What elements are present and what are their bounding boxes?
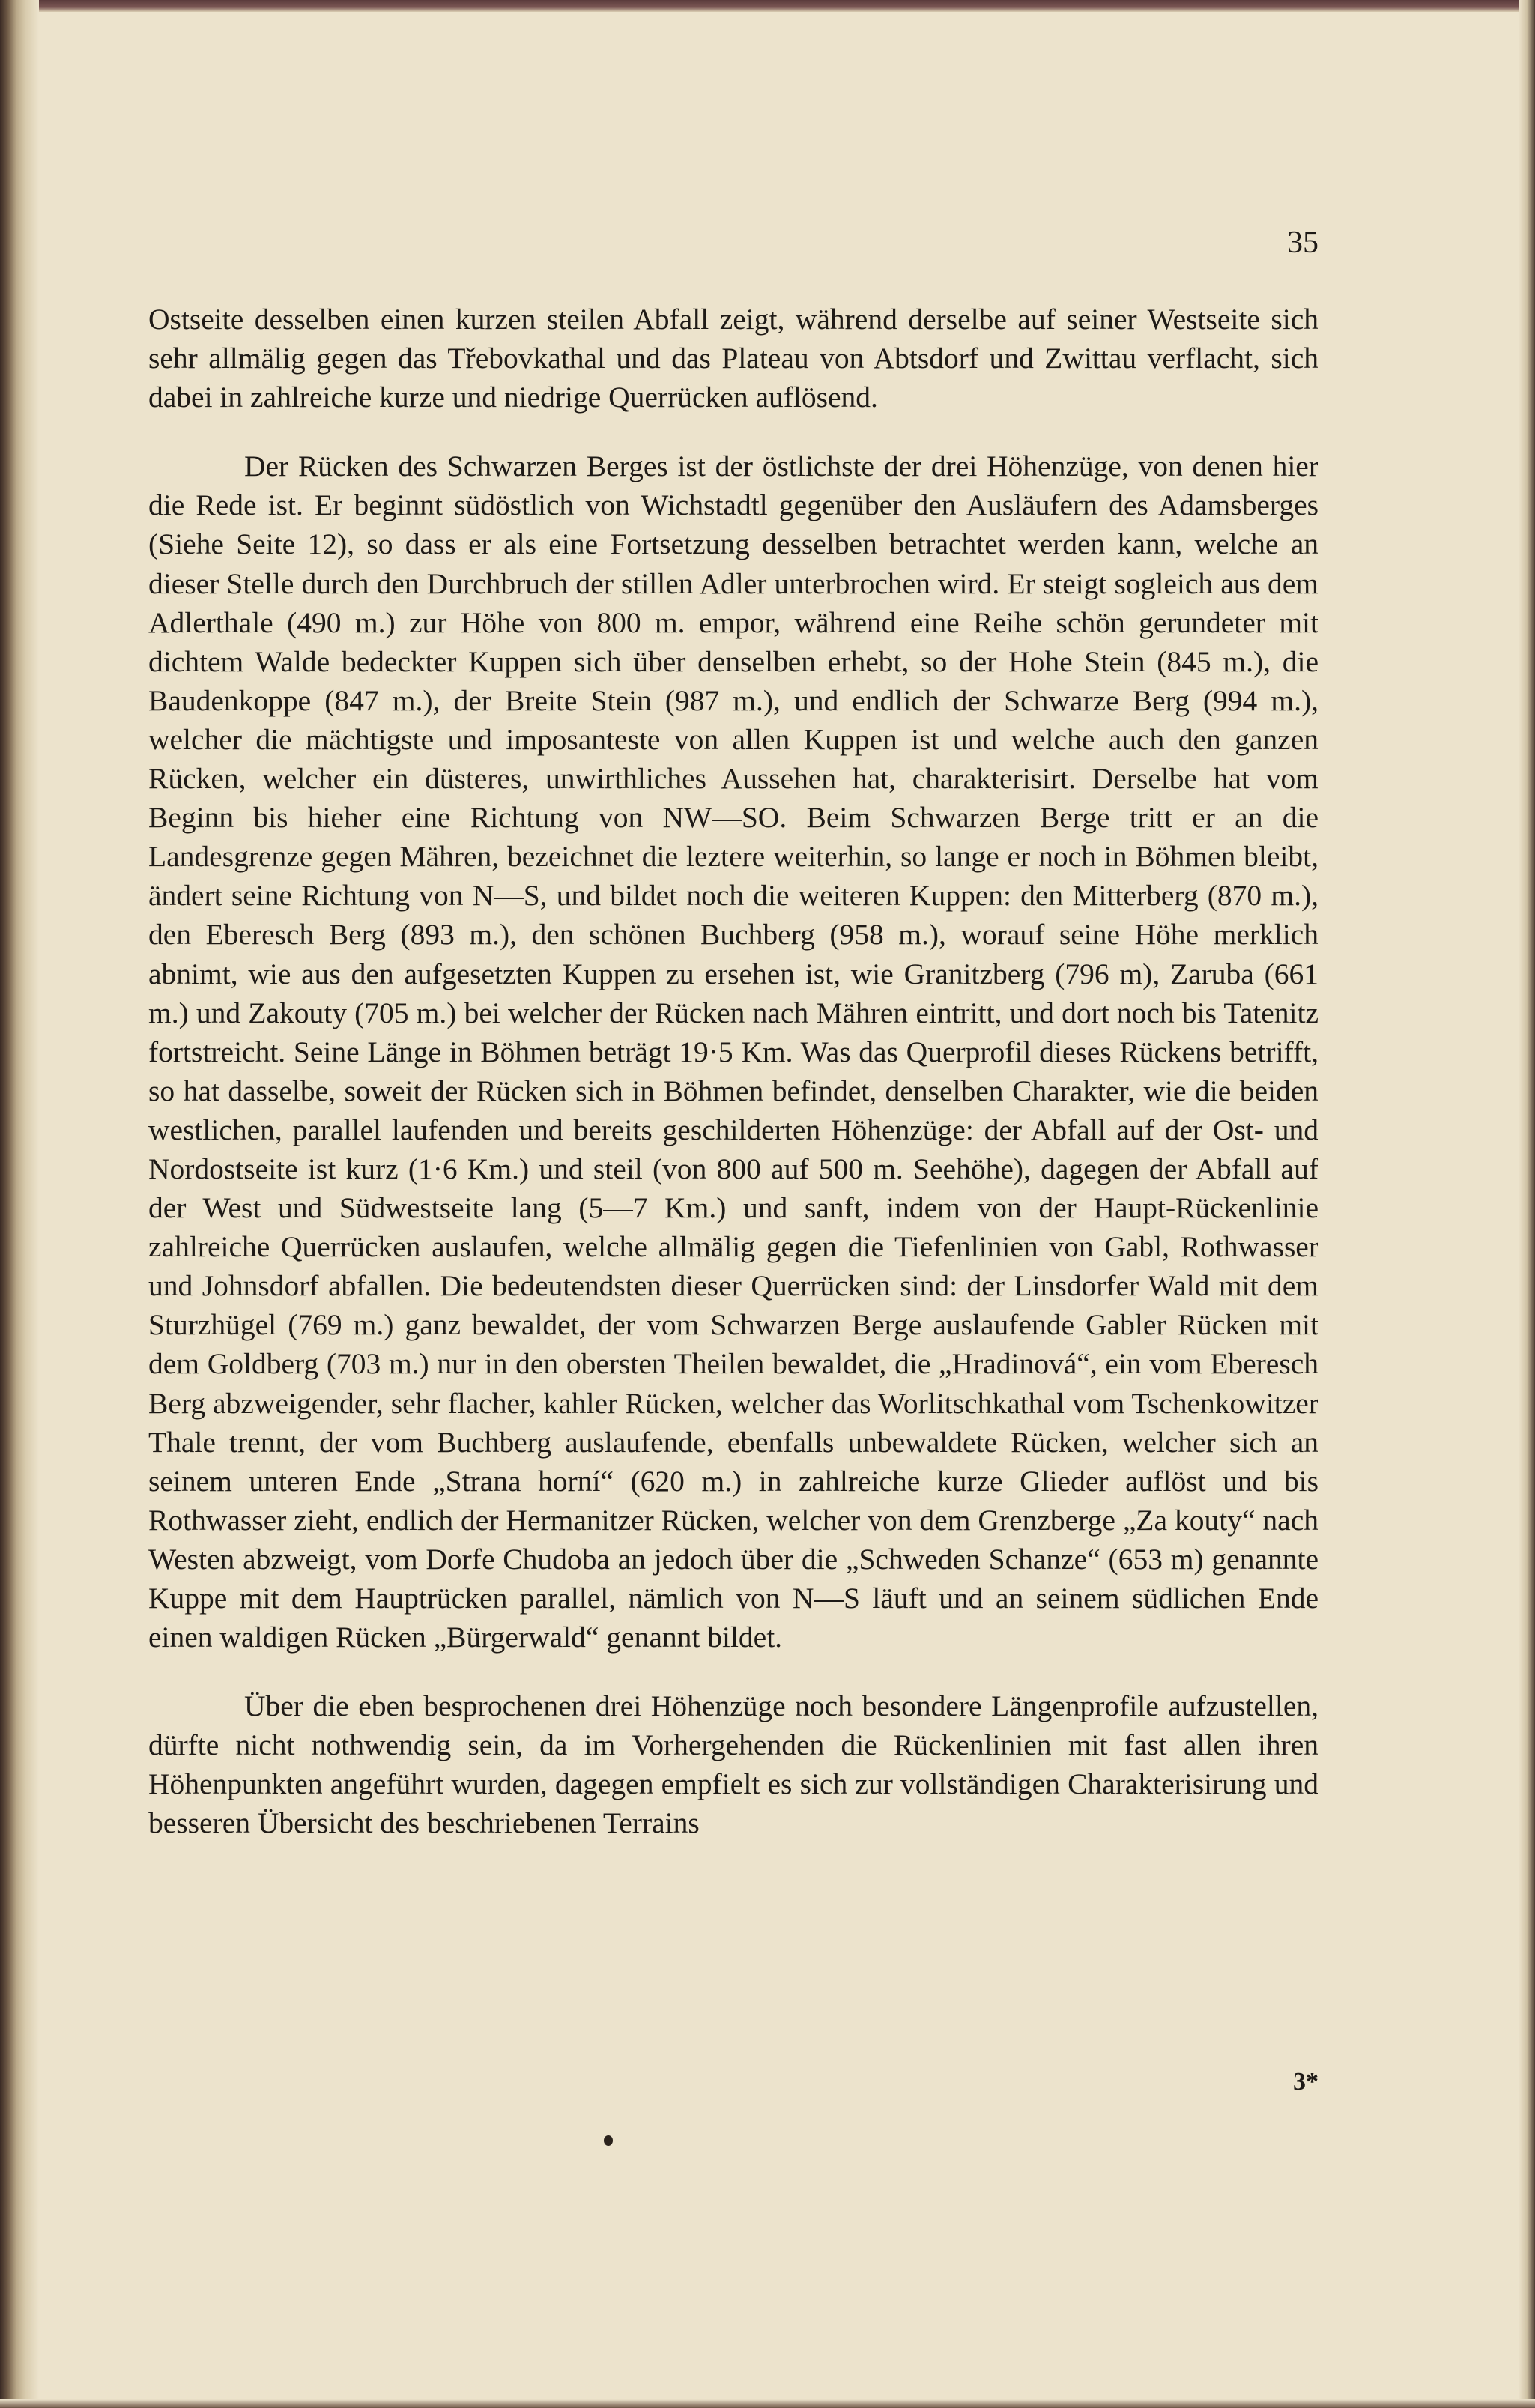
paragraph-laengenprofile: Über die eben besprochenen drei Höhenzüge noch besondere Längenprofile aufzustellen, dürfte nicht nothwendig sein, da im Vorhergehenden die Rückenlinien mit fast allen ihren Höhenpunkten angeführt wurden, dagegen empfielt es sich zur vollständigen Charakterisirung und besseren Übersicht des beschriebenen Terrains	[148, 1689, 1318, 1840]
book-spine-shadow	[0, 0, 39, 2408]
right-page-edge	[1519, 0, 1535, 2408]
page-number: 35	[1287, 226, 1318, 260]
top-page-edge	[0, 0, 1535, 12]
signature-mark: 3*	[1293, 2068, 1318, 2096]
bottom-page-edge	[0, 2399, 1535, 2408]
paragraph-schwarzer-berg: Der Rücken des Schwarzen Berges ist der östlichste der drei Höhenzüge, von denen hier die Rede ist. Er beginnt südöstlich von Wichstadtl gegenüber den Ausläufern des Adamsberges (Siehe Seite 12), so dass er als eine Fortsetzung desselben betrachtet werden kann, welche an dieser Stelle durch den Durchbruch der stillen Adler unterbrochen wird. Er steigt sogleich aus dem Adlerthale (490 m.) zur Höhe von 800 m. empor, während eine Reihe schön gerundeter mit dichtem Walde bedeckter Kuppen sich über denselben erhebt, so der Hohe Stein (845 m.), die Baudenkoppe (847 m.), der Breite Stein (987 m.), und endlich der Schwarze Berg (994 m.), welcher die mächtigste und imposanteste von allen Kuppen ist und welche auch den ganzen Rücken, welcher ein düsteres, unwirthliches Aussehen hat, charakterisirt. Derselbe hat vom Beginn bis hieher eine Richtung von NW—SO. Beim Schwarzen Berge tritt er an die Landesgrenze gegen Mähren, bezeichnet die leztere weiterhin, so lange er noch in Böhmen bleibt, ändert seine Richtung von N—S, und bildet noch die weiteren Kuppen: den Mitterberg (870 m.), den Eberesch Berg (893 m.), den schönen Buchberg (958 m.), worauf seine Höhe merklich abnimt, wie aus den aufgesetzten Kuppen zu ersehen ist, wie Granitzberg (796 m), Zaruba (661 m.) und Zakouty (705 m.) bei welcher der Rücken nach Mähren eintritt, und dort noch bis Tatenitz fortstreicht. Seine Länge in Böhmen beträgt 19·5 Km. Was das Querprofil dieses Rückens betrifft, so hat dasselbe, soweit der Rücken sich in Böhmen befindet, denselben Charakter, wie die beiden westlichen, parallel laufenden und bereits geschilderten Höhenzüge: der Abfall auf der Ost- und Nordostseite ist kurz (1·6 Km.) und steil (von 800 auf 500 m. Seehöhe), dagegen der Abfall auf der West und Südwestseite lang (5—7 Km.) und sanft, indem von der Haupt-Rückenlinie zahlreiche Querrücken auslaufen, welche allmälig gegen die Tiefenlinien von Gabl, Rothwasser und Johnsdorf abfallen. Die bedeutendsten dieser Querrücken sind: der Linsdorfer Wald mit dem Sturzhügel (769 m.) ganz bewaldet, der vom Schwarzen Berge auslaufende Gabler Rücken mit dem Goldberg (703 m.) nur in den obersten Theilen bewaldet, die „Hradinová“, ein vom Eberesch Berg abzweigender, sehr flacher, kahler Rücken, welcher das Worlitschkathal vom Tschenkowitzer Thale trennt, der vom Buchberg auslaufende, ebenfalls unbewaldete Rücken, welcher sich an seinem unteren Ende „Strana horní“ (620 m.) in zahlreiche kurze Glieder auflöst und bis Rothwasser zieht, endlich der Hermanitzer Rücken, welcher von dem Grenzberge „Za kouty“ nach Westen abzweigt, vom Dorfe Chudoba an jedoch über die „Schweden Schanze“ (653 m) genannte Kuppe mit dem Hauptrücken parallel, nämlich von N—S läuft und an seinem südlichen Ende einen waldigen Rücken „Bürgerwald“ genannt bildet.	[148, 450, 1318, 1654]
paragraph-continuation: Ostseite desselben einen kurzen steilen Abfall zeigt, während derselbe auf seiner Westseite sich sehr allmälig gegen das Třebovkathal und das Plateau von Abtsdorf und Zwittau verflacht, sich dabei in zahlreiche kurze und niedrige Querrücken auflösend.	[148, 303, 1318, 414]
ink-speck	[604, 2135, 613, 2146]
body-text	[148, 300, 1318, 1843]
